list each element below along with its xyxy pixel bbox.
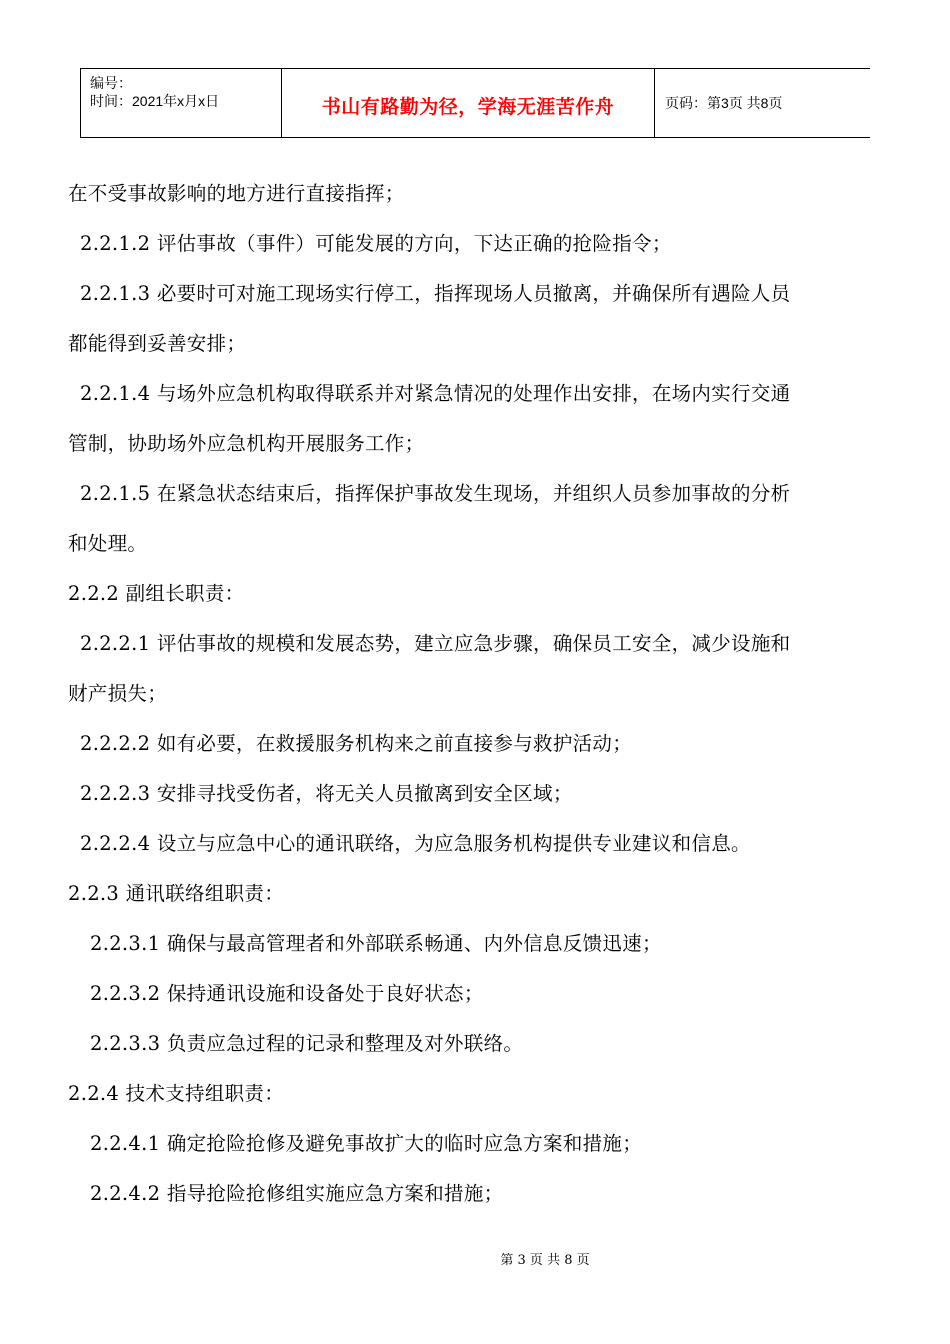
paragraph-line: 2.2.3.2 保持通讯设施和设备处于良好状态； bbox=[90, 982, 484, 1005]
header-page-number: 页码：第3页 共8页 bbox=[665, 95, 783, 111]
paragraph-line: 2.2.2.2 如有必要，在救援服务机构来之前直接参与救护活动； bbox=[80, 732, 633, 755]
section-heading: 2.2.3 通讯联络组职责： bbox=[68, 882, 285, 905]
paragraph-line: 和处理。 bbox=[68, 532, 148, 555]
document-number-label: 编号： bbox=[90, 75, 132, 91]
paragraph-line: 2.2.1.2 评估事故（事件）可能发展的方向，下达正确的抢险指令； bbox=[80, 232, 672, 255]
header-slogan: 书山有路勤为径，学海无涯苦作舟 bbox=[321, 95, 615, 118]
paragraph-line: 在不受事故影响的地方进行直接指挥； bbox=[68, 182, 405, 205]
section-heading: 2.2.4 技术支持组职责： bbox=[68, 1082, 285, 1105]
paragraph-line: 2.2.3.3 负责应急过程的记录和整理及对外联络。 bbox=[90, 1032, 524, 1055]
paragraph-line: 2.2.2.4 设立与应急中心的通讯联络，为应急服务机构提供专业建议和信息。 bbox=[80, 832, 751, 855]
header-page-cell bbox=[655, 69, 870, 137]
paragraph-line: 2.2.2.3 安排寻找受伤者，将无关人员撤离到安全区域； bbox=[80, 782, 573, 805]
paragraph-line: 管制，协助场外应急机构开展服务工作； bbox=[68, 432, 425, 455]
paragraph-line: 2.2.1.5 在紧急状态结束后，指挥保护事故发生现场，并组织人员参加事故的分析 bbox=[80, 482, 791, 505]
document-time-label: 时间：2021年x月x日 bbox=[90, 93, 220, 109]
paragraph-line: 2.2.2.1 评估事故的规模和发展态势，建立应急步骤，确保员工安全，减少设施和 bbox=[80, 632, 791, 655]
paragraph-line: 2.2.3.1 确保与最高管理者和外部联系畅通、内外信息反馈迅速； bbox=[90, 932, 662, 955]
section-heading: 2.2.2 副组长职责： bbox=[68, 582, 245, 605]
paragraph-line: 都能得到妥善安排； bbox=[68, 332, 247, 355]
page-header bbox=[80, 68, 870, 138]
page-footer: 第 3 页 共 8 页 bbox=[500, 1253, 590, 1268]
paragraph-line: 财产损失； bbox=[68, 682, 168, 705]
header-slogan-cell bbox=[282, 69, 655, 137]
paragraph-line: 2.2.1.3 必要时可对施工现场实行停工，指挥现场人员撤离，并确保所有遇险人员 bbox=[80, 282, 791, 305]
paragraph-line: 2.2.4.2 指导抢险抢修组实施应急方案和措施； bbox=[90, 1182, 504, 1205]
header-info-cell bbox=[80, 69, 282, 137]
paragraph-line: 2.2.4.1 确定抢险抢修及避免事故扩大的临时应急方案和措施； bbox=[90, 1132, 643, 1155]
paragraph-line: 2.2.1.4 与场外应急机构取得联系并对紧急情况的处理作出安排，在场内实行交通 bbox=[80, 382, 791, 405]
